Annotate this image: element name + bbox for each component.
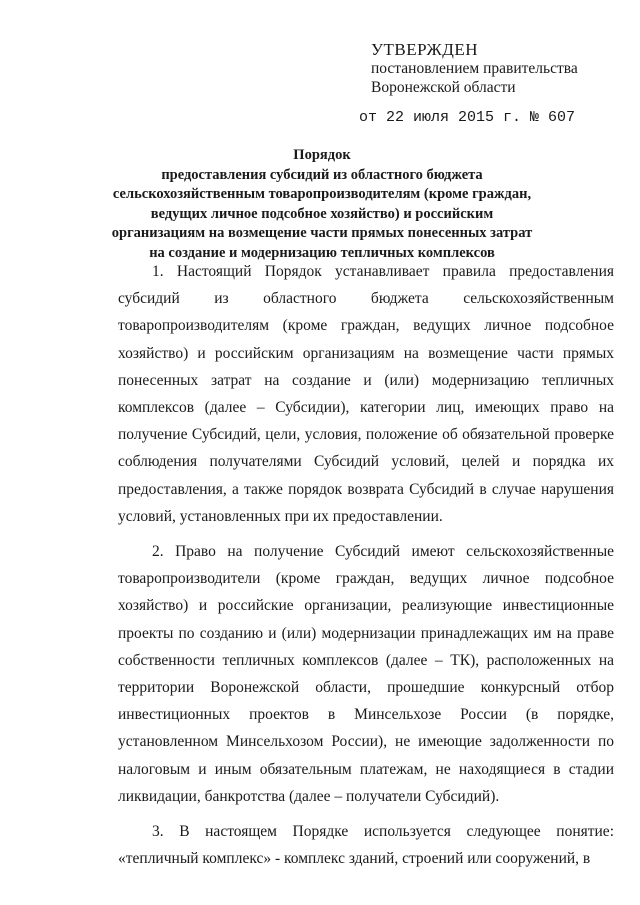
paragraph-2: 2. Право на получение Субсидий имеют сельскохозяйственные товаропроизводители (кроме граждан, ведущих личное подсобное хозяйство) и российские организации, реализующие инвестиционные проекты по созданию и (или) модернизации принадлежащих им на праве собственности тепличных комплексов (далее – ТК), расположенных на территории Воронежской области, прошедшие конкурсный отбор инвестиционных проектов в Минсельхозе России (в порядке, установленном Минсельхозом России), не имеющие задолженности по налоговым и иным обязательным платежам, не находящиеся в стадии ликвидации, банкротства (далее – получатели Субсидий). bbox=[118, 543, 614, 805]
title-subtitle: предоставления субсидий из областного бюджета сельскохозяйственным товаропроизводителям (кроме граждан, ведущих личное подсобное хозяйство) и российским организациям на возмещение части прямых понесенных затрат на создание и модернизацию тепличных комплексов bbox=[111, 166, 533, 261]
approval-stamp bbox=[359, 40, 578, 126]
title-heading: Порядок bbox=[293, 147, 351, 163]
paragraph-1: 1. Настоящий Порядок устанавливает правила предоставления субсидий из областного бюджета сельскохозяйственным товаропроизводителям (кроме граждан, ведущих личное подсобное хозяйство) и российским организациям на возмещение части прямых понесенных затрат на создание и (или) модернизацию тепличных комплексов (далее – Субсидии), категории лиц, имеющих право на получение Субсидий, цели, условия, положение об обязательной проверке соблюдения получателями Субсидий условий, целей и порядка их предоставления, а также порядок возврата Субсидий в случае нарушения условий, установленных при их предоставлении. bbox=[118, 263, 614, 525]
approval-heading: УТВЕРЖДЕН bbox=[371, 40, 478, 59]
approval-line-2: Воронежской области bbox=[371, 79, 516, 96]
approval-line-1: постановлением правительства bbox=[371, 60, 578, 77]
document-body bbox=[118, 258, 614, 872]
paragraph-3: 3. В настоящем Порядке используется следующее понятие: «тепличный комплекс» - комплекс зданий, строений или сооружений, в bbox=[118, 823, 614, 868]
approval-date: от 22 июля 2015 г. № 607 bbox=[359, 109, 576, 126]
document-title bbox=[110, 146, 534, 263]
